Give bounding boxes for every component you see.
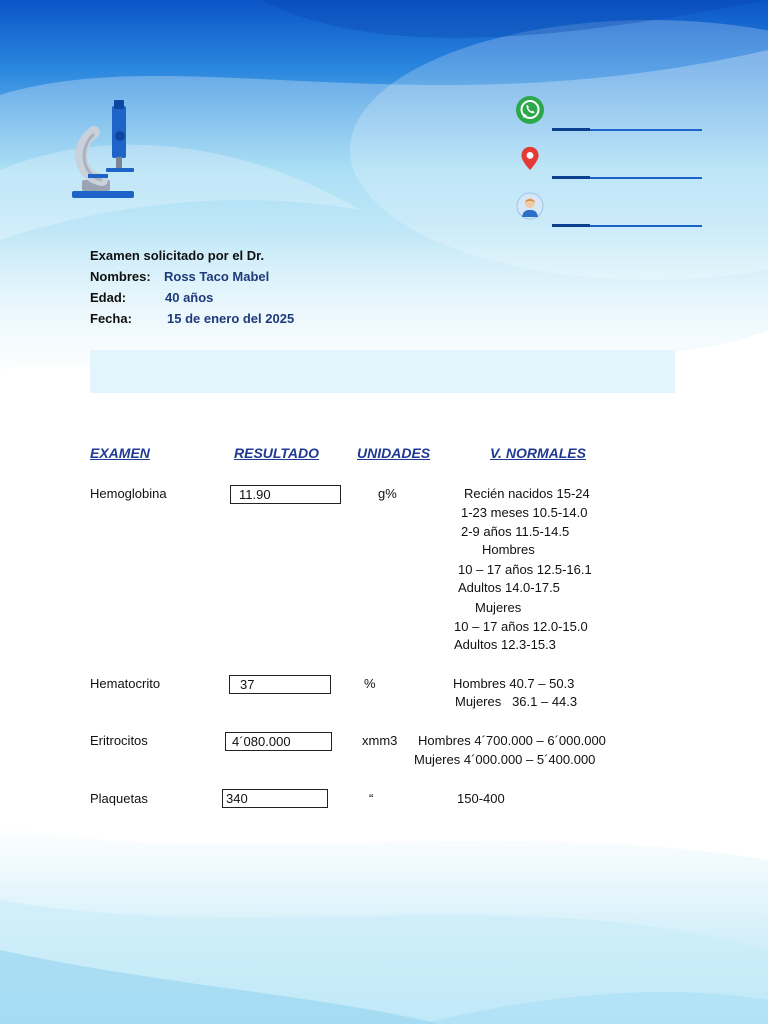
normal-range-line: Hombres 40.7 – 50.3 [453,676,575,691]
exam-name: Hemoglobina [90,486,167,501]
normal-range-line: Hombres 4´700.000 – 6´000.000 [418,733,606,748]
normal-range-line: Mujeres [475,600,522,615]
contact-line-whatsapp [552,129,702,131]
microscope-icon [70,100,140,200]
normal-range-line: 2-9 años 11.5-14.5 [461,524,570,539]
normal-range-line: Adultos 14.0-17.5 [458,580,560,595]
location-pin-icon [518,143,542,173]
name-value: Ross Taco Mabel [164,269,270,284]
requested-by-label: Examen solicitado por el Dr. [90,248,265,263]
header-examen: EXAMEN [90,445,150,461]
unit: % [364,676,376,691]
normal-range-line: Mujeres 4´000.000 – 5´400.000 [414,752,596,767]
unit: g% [378,486,397,501]
result-field-eritrocitos[interactable] [225,732,332,751]
result-field-hematocrito[interactable] [229,675,331,694]
normal-range-line: 150-400 [457,791,505,806]
date-value: 15 de enero del 2025 [167,311,295,326]
normal-range-line: 10 – 17 años 12.0-15.0 [454,619,588,634]
unit: “ [369,791,374,806]
unit: xmm3 [362,733,398,748]
name-label: Nombres: [90,269,151,284]
contact-line-address [552,177,702,179]
normal-range-line: Recién nacidos 15-24 [464,486,590,501]
header-resultado: RESULTADO [234,445,320,461]
normal-range-line: 1-23 meses 10.5-14.0 [461,505,588,520]
user-avatar-icon [516,192,544,220]
exam-name: Plaquetas [90,791,148,806]
exam-name: Eritrocitos [90,733,148,748]
age-value: 40 años [165,290,214,305]
normal-range-line: Hombres [482,542,535,557]
header-unidades: UNIDADES [357,445,431,461]
section-band [90,350,675,393]
date-label: Fecha: [90,311,132,326]
result-field-plaquetas[interactable] [222,789,328,808]
normal-range-line: Adultos 12.3-15.3 [454,637,556,652]
result-field-hemoglobina[interactable] [230,485,341,504]
exam-name: Hematocrito [90,676,161,691]
age-label: Edad: [90,290,127,305]
normal-range-line: Mujeres 36.1 – 44.3 [455,694,578,709]
header-v-normales: V. NORMALES [490,445,586,461]
normal-range-line: 10 – 17 años 12.5-16.1 [458,562,592,577]
whatsapp-icon [516,96,544,124]
contact-line-doctor [552,225,702,227]
